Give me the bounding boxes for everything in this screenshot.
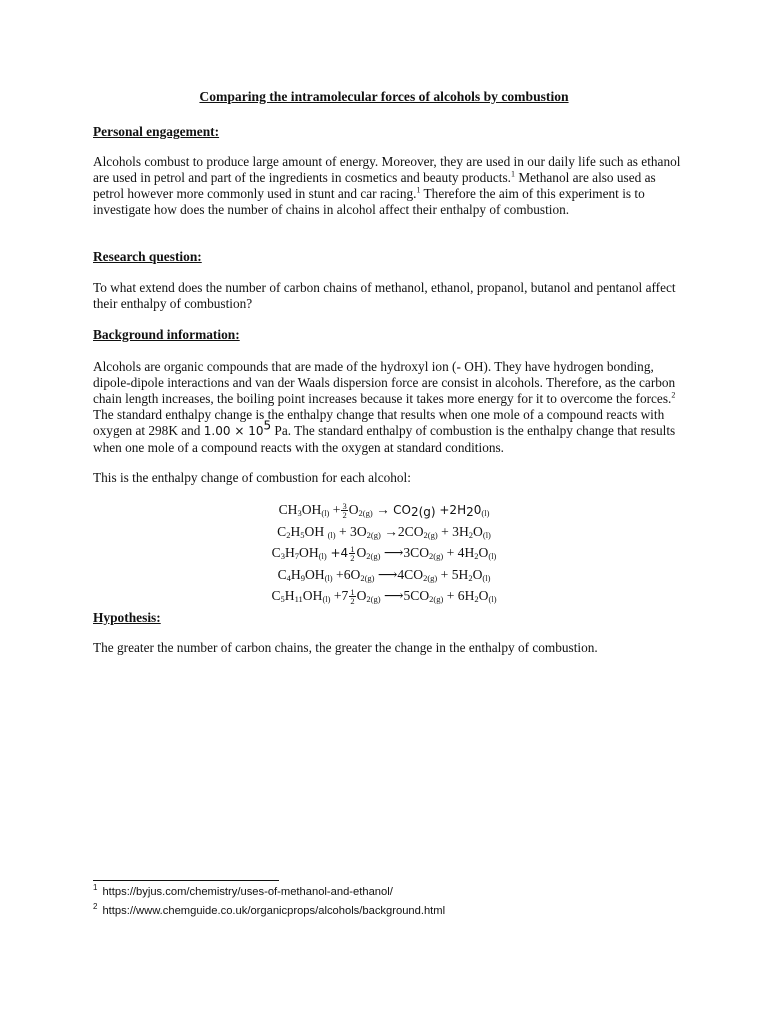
heading-research-question: Research question:	[93, 249, 202, 264]
equation-subscript: 2(g)	[366, 551, 381, 561]
equation-term: O	[472, 566, 483, 582]
equation-term: →	[372, 502, 394, 517]
footnote-separator	[93, 880, 279, 881]
equation-subscript: (l)	[482, 529, 491, 540]
equation-term: + 6H	[443, 588, 475, 603]
background-lead-in: This is the enthalpy change of combustion for each alcohol:	[93, 470, 411, 485]
equation-term: +6O	[332, 566, 361, 582]
equation-term: 2	[350, 553, 355, 564]
equation-term: +4	[326, 546, 349, 560]
equation-butanol	[0, 564, 768, 586]
pressure-exponent: 5	[263, 418, 272, 433]
equation-term: OH	[299, 545, 319, 560]
equation-term: + 3O	[335, 523, 367, 539]
equation-subscript: (l)	[488, 594, 497, 604]
equation-subscript: 2	[466, 505, 474, 519]
equation-term: OH	[301, 502, 322, 517]
footnote-2	[93, 902, 446, 917]
equation-term: C	[277, 523, 287, 539]
pe-text-3: Therefore the aim of this experiment is to investigate how does the number of chains in alcohol affect their enthalpy of combustion.	[93, 185, 645, 217]
footnote-number: 2	[93, 902, 98, 912]
footnote-1	[93, 883, 393, 898]
equation-subscript: (l)	[482, 572, 491, 583]
footnote-number: 1	[93, 883, 98, 893]
equation-term: →2CO	[380, 523, 424, 539]
equation-subscript: 2	[468, 529, 474, 540]
equation-subscript: 5	[300, 529, 305, 540]
equation-term: 3	[342, 501, 347, 512]
equation-term: H	[284, 545, 295, 560]
bg-text-2: The standard enthalpy change is the enthalpy change that results when one mole of a compound reacts with oxygen at 298K and	[93, 406, 665, 438]
equation-subscript: 2(g)	[366, 529, 381, 540]
equation-term: O	[473, 523, 483, 539]
heading-personal-engagement: Personal engagement:	[93, 124, 220, 139]
equation-term: +7	[330, 588, 349, 603]
equation-subscript: 2(g)	[429, 551, 444, 561]
equation-subscript: (l)	[322, 594, 331, 604]
equation-term: O	[478, 545, 489, 560]
equation-ethanol	[0, 521, 768, 543]
bg-text-1: Alcohols are organic compounds that are made of the hydroxyl ion (- OH). They have hydrogen bonding, dipole-dipole interactions and van der Waals dispersion force are consist in alcohols. Therefore, as the carbon chain length increases, the boiling point increases because it takes more energy for it to overcome the forces.	[93, 359, 676, 406]
equation-term: OH	[304, 523, 328, 539]
equation-term: CH	[278, 502, 298, 517]
equation-propanol	[0, 542, 768, 564]
footnote-ref-2: 2	[671, 390, 676, 400]
equation-subscript: 2(g)	[423, 572, 438, 583]
equation-term: 1	[350, 544, 355, 555]
equation-term: 2	[342, 510, 347, 521]
equation-term: ⟶4CO	[374, 566, 424, 582]
heading-hypothesis: Hypothesis:	[93, 610, 161, 625]
equation-term: 0	[473, 503, 482, 517]
pressure-value: 1.00 × 10	[203, 423, 264, 438]
personal-engagement-paragraph	[93, 154, 683, 218]
combustion-equations	[0, 499, 768, 607]
equation-subscript: 2(g)	[410, 505, 436, 519]
equation-term: O	[478, 588, 489, 603]
equation-subscript: 2	[474, 594, 479, 604]
equation-term: H	[284, 588, 295, 603]
equation-term: C	[277, 566, 287, 582]
equation-subscript: (l)	[321, 508, 330, 518]
equation-term: OH	[304, 566, 325, 582]
equation-term: +	[329, 502, 341, 517]
equation-term: O	[356, 588, 367, 603]
research-question-paragraph: To what extend does the number of carbon chains of methanol, ethanol, propanol, butanol and pentanol affect their enthalpy of combustion?	[93, 280, 676, 311]
equation-term: H	[290, 566, 301, 582]
heading-background: Background information:	[93, 327, 240, 342]
equation-subscript: 2	[286, 529, 291, 540]
footnote-link[interactable]: https://www.chemguide.co.uk/organicprops/alcohols/background.html	[102, 905, 446, 917]
equation-subscript: 2(g)	[360, 572, 375, 583]
equation-subscript: 11	[294, 594, 303, 604]
footnote-ref-1b: 1	[416, 185, 421, 195]
equation-term: + 3H	[437, 523, 469, 539]
equation-term: O	[356, 545, 367, 560]
equation-term: +2H	[435, 503, 467, 517]
equation-subscript: 2(g)	[423, 529, 438, 540]
equation-term: ⟶3CO	[380, 545, 430, 560]
equation-term: CO	[393, 503, 411, 517]
equation-subscript: (l)	[318, 551, 327, 561]
equation-subscript: (l)	[324, 572, 333, 583]
equation-subscript: (l)	[481, 508, 490, 518]
fraction	[349, 545, 355, 562]
pe-text-2: Methanol are also used as petrol however more commonly used in stunt and car racing.	[93, 169, 656, 201]
equation-subscript: 2(g)	[429, 594, 444, 604]
equation-term: + 5H	[437, 566, 469, 582]
fraction	[341, 502, 347, 519]
equation-term: C	[271, 588, 281, 603]
equation-subscript: 4	[286, 572, 291, 583]
pe-text-1: Alcohols combust to produce large amount of energy. Moreover, they are used in our daily life such as ethanol are used in petrol and part of the ingredients in cosmetics and beauty products.	[93, 154, 681, 185]
equation-subscript: 9	[300, 572, 305, 583]
equation-subscript: (l)	[488, 551, 497, 561]
equation-term: 2	[350, 596, 355, 607]
equation-term: OH	[302, 588, 323, 603]
equation-term: ⟶5CO	[380, 588, 430, 603]
fraction	[349, 588, 355, 605]
equation-subscript: 3	[280, 551, 285, 561]
document-title: Comparing the intramolecular forces of alcohols by combustion	[199, 89, 569, 104]
equation-term: H	[290, 523, 301, 539]
equation-subscript: 5	[280, 594, 285, 604]
footnote-ref-1: 1	[511, 169, 515, 179]
equation-term: C	[271, 545, 281, 560]
bg-text-3: Pa. The standard enthalpy of combustion is the enthalpy change that results when one mole of a compound reacts with the oxygen at standard conditions.	[93, 422, 676, 455]
equation-subscript: (l)	[327, 529, 336, 540]
equation-subscript: 2(g)	[366, 594, 381, 604]
hypothesis-paragraph: The greater the number of carbon chains, the greater the change in the enthalpy of combustion.	[93, 640, 598, 655]
equation-subscript: 2	[468, 572, 473, 583]
equation-subscript: 7	[294, 551, 300, 561]
equation-methanol	[0, 499, 768, 521]
equation-subscript: 3	[297, 508, 302, 518]
footnote-link[interactable]: https://byjus.com/chemistry/uses-of-methanol-and-ethanol/	[102, 886, 393, 898]
equation-term: O	[348, 502, 359, 517]
equation-subscript: 2(g)	[358, 508, 373, 518]
equation-term: 1	[350, 587, 355, 598]
background-paragraph	[93, 359, 683, 455]
equation-subscript: 2	[474, 551, 479, 561]
equation-pentanol	[0, 585, 768, 607]
equation-term: + 4H	[443, 545, 475, 560]
